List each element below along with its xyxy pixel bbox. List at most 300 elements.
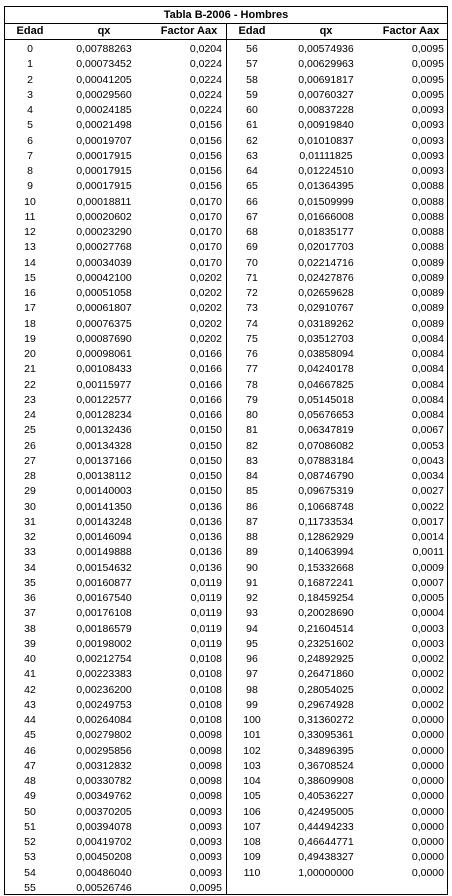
cell-qx: 0,00212754 (76, 653, 132, 665)
table-row (5, 698, 226, 713)
cell-qx: 0,00021498 (76, 119, 132, 132)
cell-qx: 0,01666008 (298, 210, 354, 223)
table-row (227, 57, 447, 72)
cell-edad: 66 (246, 195, 258, 208)
cell-edad: 2 (27, 73, 33, 86)
table-row (5, 515, 226, 530)
table-row (227, 820, 447, 835)
cell-factor-aax: 0,0170 (189, 241, 222, 254)
cell-factor-aax: 0,0166 (189, 393, 222, 406)
cell-qx: 0,00024185 (76, 104, 132, 116)
cell-qx: 0,00526746 (76, 881, 132, 894)
cell-qx: 0,14063994 (298, 546, 354, 559)
cell-edad: 30 (24, 500, 36, 513)
cell-factor-aax: 0,0000 (411, 714, 444, 726)
table-row (5, 835, 226, 850)
cell-factor-aax: 0,0088 (411, 241, 444, 254)
cell-edad: 13 (24, 241, 36, 254)
table-row (227, 393, 447, 408)
cell-edad: 68 (246, 226, 258, 238)
table-row (5, 271, 226, 286)
cell-qx: 0,02659628 (298, 287, 354, 299)
cell-factor-aax: 0,0000 (411, 790, 444, 803)
cell-edad: 42 (24, 683, 36, 696)
cell-factor-aax: 0,0067 (411, 424, 444, 437)
table-row (5, 500, 226, 515)
cell-edad: 25 (24, 424, 36, 437)
cell-qx: 0,05676653 (298, 409, 354, 421)
table-row (5, 606, 226, 621)
cell-factor-aax: 0,0089 (411, 256, 444, 269)
cell-factor-aax: 0,0098 (189, 729, 222, 742)
cell-qx: 0,00134328 (76, 439, 132, 452)
cell-qx: 0,46644771 (298, 836, 354, 848)
cell-factor-aax: 0,0002 (411, 698, 444, 711)
table-row (227, 500, 447, 515)
cell-factor-aax: 0,0150 (189, 424, 222, 437)
cell-edad: 11 (24, 210, 36, 223)
cell-qx: 0,03189262 (298, 317, 354, 330)
cell-qx: 0,04667825 (298, 378, 354, 391)
cell-edad: 36 (24, 592, 36, 604)
cell-edad: 95 (246, 637, 258, 650)
cell-edad: 47 (24, 759, 36, 772)
cell-factor-aax: 0,0098 (189, 744, 222, 757)
cell-edad: 82 (246, 439, 258, 452)
table-row (5, 881, 226, 896)
cell-factor-aax: 0,0156 (189, 149, 222, 162)
cell-qx: 0,36708524 (298, 759, 354, 772)
table-row (227, 210, 447, 225)
cell-edad: 49 (24, 790, 36, 803)
cell-factor-aax: 0,0119 (190, 592, 222, 604)
table-row (5, 484, 226, 499)
cell-factor-aax: 0,0089 (411, 287, 444, 299)
cell-edad: 38 (24, 622, 36, 635)
table-row (227, 118, 447, 133)
table-row (227, 728, 447, 743)
cell-edad: 89 (246, 546, 258, 559)
cell-edad: 100 (243, 714, 261, 726)
cell-factor-aax: 0,0000 (411, 744, 444, 757)
cell-edad: 48 (24, 775, 36, 787)
table-row (227, 591, 447, 606)
table-row (5, 713, 226, 728)
table-row (227, 835, 447, 850)
left-column-block (5, 24, 227, 894)
table-row (227, 850, 447, 865)
cell-factor-aax: 0,0150 (189, 439, 222, 452)
cell-qx: 0,40536227 (298, 790, 354, 803)
table-row (227, 515, 447, 530)
cell-edad: 78 (246, 378, 258, 391)
cell-factor-aax: 0,0002 (411, 668, 444, 681)
table-row (227, 332, 447, 347)
cell-edad: 55 (24, 881, 36, 894)
cell-qx: 0,33095361 (298, 729, 354, 742)
cell-qx: 0,01835177 (298, 226, 354, 238)
cell-qx: 0,00027768 (76, 241, 132, 254)
cell-factor-aax: 0,0108 (189, 698, 222, 711)
table-row (227, 667, 447, 682)
table-row (5, 850, 226, 865)
table-row (5, 164, 226, 179)
table-row (5, 301, 226, 316)
table-row (5, 423, 226, 438)
table-row (5, 469, 226, 484)
cell-edad: 61 (246, 119, 258, 132)
cell-qx: 0,00223383 (76, 668, 132, 681)
table-row (5, 134, 226, 149)
cell-factor-aax: 0,0166 (189, 348, 222, 360)
cell-edad: 46 (24, 744, 36, 757)
cell-qx: 0,00349762 (76, 790, 132, 803)
cell-factor-aax: 0,0093 (411, 165, 444, 177)
table-row (227, 164, 447, 179)
cell-factor-aax: 0,0000 (411, 759, 444, 772)
cell-qx: 0,00760327 (298, 88, 354, 101)
cell-edad: 10 (24, 195, 36, 208)
table-row (5, 591, 226, 606)
table-row (5, 73, 226, 88)
cell-edad: 32 (24, 531, 36, 543)
cell-qx: 0,05145018 (298, 393, 354, 406)
table-row (5, 866, 226, 881)
cell-qx: 0,00249753 (76, 698, 132, 711)
cell-edad: 70 (246, 256, 258, 269)
cell-qx: 0,00154632 (76, 561, 132, 574)
cell-edad: 75 (246, 332, 258, 345)
cell-factor-aax: 0,0156 (189, 119, 222, 132)
cell-qx: 0,04240178 (298, 363, 354, 376)
cell-factor-aax: 0,0093 (189, 866, 222, 879)
cell-qx: 0,00023290 (76, 226, 132, 238)
cell-factor-aax: 0,0093 (411, 134, 444, 147)
table-row (227, 469, 447, 484)
cell-edad: 44 (24, 714, 36, 726)
cell-edad: 83 (246, 454, 258, 467)
cell-qx: 0,07883184 (298, 454, 354, 467)
cell-edad: 26 (24, 439, 36, 452)
cell-qx: 0,00236200 (76, 683, 132, 696)
table-row (5, 256, 226, 271)
header-factor-aax: Factor Aax (160, 25, 218, 37)
cell-edad: 27 (24, 454, 36, 467)
cell-qx: 0,00146094 (76, 531, 132, 543)
header-row-left (5, 24, 226, 40)
table-row (5, 103, 226, 118)
table-row (227, 744, 447, 759)
cell-factor-aax: 0,0084 (411, 378, 444, 391)
cell-edad: 5 (27, 119, 33, 132)
cell-qx: 0,00042100 (76, 271, 132, 284)
cell-edad: 93 (246, 607, 258, 620)
cell-qx: 0,00140003 (76, 485, 132, 498)
cell-edad: 35 (24, 576, 36, 589)
table-row (227, 530, 447, 545)
cell-edad: 92 (246, 592, 258, 604)
cell-qx: 0,00020602 (76, 210, 132, 223)
cell-qx: 0,09675319 (298, 485, 354, 498)
table-row (5, 210, 226, 225)
cell-factor-aax: 0,0119 (190, 637, 222, 650)
table-row (5, 179, 226, 194)
cell-edad: 41 (24, 668, 36, 681)
cell-qx: 1,00000000 (298, 866, 354, 879)
cell-factor-aax: 0,0098 (189, 775, 222, 787)
table-row (227, 698, 447, 713)
cell-edad: 20 (24, 348, 36, 360)
cell-edad: 79 (246, 393, 258, 406)
table-row (227, 301, 447, 316)
cell-factor-aax: 0,0093 (189, 851, 222, 864)
cell-factor-aax: 0,0108 (189, 683, 222, 696)
cell-qx: 0,00312832 (76, 759, 132, 772)
table-row (5, 57, 226, 72)
cell-qx: 0,00041205 (76, 73, 132, 86)
table-row (5, 332, 226, 347)
cell-qx: 0,23251602 (298, 637, 354, 650)
cell-edad: 106 (243, 805, 261, 818)
cell-edad: 16 (24, 287, 36, 299)
cell-qx: 0,01364395 (298, 180, 354, 193)
cell-edad: 19 (24, 332, 36, 345)
cell-factor-aax: 0,0084 (411, 348, 444, 360)
cell-factor-aax: 0,0089 (411, 302, 444, 315)
cell-edad: 69 (246, 241, 258, 254)
cell-factor-aax: 0,0150 (189, 454, 222, 467)
cell-qx: 0,00087690 (76, 332, 132, 345)
cell-qx: 0,00574936 (298, 43, 354, 55)
cell-qx: 0,00186579 (76, 622, 132, 635)
table-row (227, 454, 447, 469)
cell-factor-aax: 0,0034 (411, 470, 444, 482)
table-row (227, 378, 447, 393)
cell-edad: 64 (246, 165, 258, 177)
cell-edad: 34 (24, 561, 36, 574)
table-row (5, 744, 226, 759)
cell-edad: 76 (246, 348, 258, 360)
cell-factor-aax: 0,0108 (189, 668, 222, 681)
cell-qx: 0,00486040 (76, 866, 132, 879)
cell-edad: 109 (243, 851, 261, 864)
cell-edad: 84 (246, 470, 258, 482)
table-row (227, 88, 447, 103)
cell-qx: 0,00122577 (76, 393, 132, 406)
cell-factor-aax: 0,0136 (189, 515, 222, 528)
table-row (5, 118, 226, 133)
table-row (5, 225, 226, 240)
table-row (5, 42, 226, 57)
cell-factor-aax: 0,0093 (411, 104, 444, 116)
cell-qx: 0,00450208 (76, 851, 132, 864)
cell-edad: 56 (246, 43, 258, 55)
cell-qx: 0,00115977 (76, 378, 132, 391)
cell-edad: 45 (24, 729, 36, 742)
cell-edad: 97 (246, 668, 258, 681)
table-row (227, 256, 447, 271)
cell-edad: 91 (246, 576, 258, 589)
cell-qx: 0,00143248 (76, 515, 132, 528)
cell-qx: 0,16872241 (298, 576, 354, 589)
table-row (5, 637, 226, 652)
cell-qx: 0,00128234 (76, 409, 132, 421)
cell-qx: 0,11733534 (298, 515, 354, 528)
cell-factor-aax: 0,0136 (189, 561, 222, 574)
cell-factor-aax: 0,0043 (411, 454, 444, 467)
cell-edad: 102 (243, 744, 261, 757)
table-row (227, 683, 447, 698)
table-row (227, 225, 447, 240)
header-qx: qx (319, 25, 333, 37)
cell-factor-aax: 0,0224 (189, 88, 222, 101)
cell-factor-aax: 0,0000 (411, 820, 444, 833)
table-row (5, 362, 226, 377)
cell-qx: 0,00149888 (76, 546, 132, 559)
cell-factor-aax: 0,0093 (411, 119, 444, 132)
table-row (227, 271, 447, 286)
header-qx: qx (97, 25, 111, 37)
cell-qx: 0,00629963 (298, 58, 354, 71)
cell-factor-aax: 0,0150 (189, 485, 222, 498)
cell-qx: 0,01509999 (298, 195, 354, 208)
cell-qx: 0,00279802 (76, 729, 132, 742)
cell-factor-aax: 0,0053 (411, 439, 444, 452)
table-row (5, 393, 226, 408)
cell-factor-aax: 0,0003 (411, 637, 444, 650)
cell-edad: 62 (246, 134, 258, 147)
cell-qx: 0,01111825 (299, 149, 353, 162)
cell-qx: 0,00160877 (76, 576, 132, 589)
cell-edad: 108 (243, 836, 261, 848)
cell-edad: 104 (243, 775, 261, 787)
cell-qx: 0,00419702 (76, 836, 132, 848)
table-row (227, 134, 447, 149)
cell-factor-aax: 0,0088 (411, 180, 444, 193)
cell-factor-aax: 0,0000 (411, 866, 444, 879)
cell-qx: 0,24892925 (298, 653, 354, 665)
cell-edad: 90 (246, 561, 258, 574)
cell-edad: 23 (24, 393, 36, 406)
cell-qx: 0,00141350 (76, 500, 132, 513)
table-row (227, 179, 447, 194)
table-title: Tabla B-2006 - Hombres (4, 6, 448, 23)
cell-edad: 87 (246, 515, 258, 528)
cell-factor-aax: 0,0119 (190, 607, 222, 620)
cell-edad: 28 (24, 470, 36, 482)
cell-factor-aax: 0,0224 (189, 73, 222, 86)
cell-qx: 0,03512703 (298, 332, 354, 345)
table-row (227, 240, 447, 255)
cell-edad: 40 (24, 653, 36, 665)
cell-factor-aax: 0,0000 (411, 775, 444, 787)
cell-qx: 0,00051058 (76, 287, 132, 299)
cell-factor-aax: 0,0119 (190, 576, 222, 589)
cell-edad: 3 (27, 88, 33, 101)
table-row (227, 774, 447, 789)
cell-edad: 7 (27, 149, 33, 162)
table-row (227, 423, 447, 438)
cell-edad: 98 (246, 683, 258, 696)
table-row (5, 805, 226, 820)
cell-factor-aax: 0,0095 (411, 88, 444, 101)
rows-left (5, 40, 226, 896)
table-row (227, 759, 447, 774)
cell-edad: 1 (27, 58, 33, 71)
table-row (5, 820, 226, 835)
cell-qx: 0,00017915 (76, 180, 132, 193)
cell-factor-aax: 0,0166 (189, 409, 222, 421)
cell-qx: 0,08746790 (298, 470, 354, 482)
table-row (5, 683, 226, 698)
cell-qx: 0,02214716 (298, 256, 354, 269)
cell-factor-aax: 0,0095 (411, 73, 444, 86)
table-row (5, 667, 226, 682)
header-edad: Edad (238, 25, 266, 37)
cell-qx: 0,03858094 (298, 348, 354, 360)
cell-factor-aax: 0,0084 (411, 409, 444, 421)
table-row (227, 622, 447, 637)
cell-factor-aax: 0,0084 (411, 393, 444, 406)
table-row (227, 347, 447, 362)
cell-edad: 63 (246, 149, 258, 162)
cell-edad: 107 (243, 820, 261, 833)
cell-qx: 0,20028690 (298, 607, 354, 620)
cell-qx: 0,26471860 (298, 668, 354, 681)
cell-edad: 94 (246, 622, 258, 635)
cell-qx: 0,00295856 (76, 744, 132, 757)
cell-factor-aax: 0,0084 (411, 332, 444, 345)
cell-factor-aax: 0,0088 (411, 195, 444, 208)
table-row (227, 408, 447, 423)
table-row (227, 317, 447, 332)
header-row-right (227, 24, 447, 40)
cell-edad: 33 (24, 546, 36, 559)
cell-edad: 22 (24, 378, 36, 391)
cell-qx: 0,00098061 (76, 348, 132, 360)
cell-factor-aax: 0,0009 (411, 561, 444, 574)
cell-factor-aax: 0,0002 (411, 653, 444, 665)
cell-edad: 71 (246, 271, 258, 284)
cell-factor-aax: 0,0119 (190, 622, 222, 635)
table-row (227, 805, 447, 820)
cell-edad: 72 (246, 287, 258, 299)
cell-factor-aax: 0,0007 (411, 576, 444, 589)
cell-factor-aax: 0,0202 (189, 332, 222, 345)
cell-factor-aax: 0,0098 (189, 790, 222, 803)
table-row (227, 484, 447, 499)
cell-edad: 88 (246, 531, 258, 543)
cell-factor-aax: 0,0202 (189, 287, 222, 299)
table-row (5, 622, 226, 637)
table-row (227, 362, 447, 377)
table-row (227, 637, 447, 652)
table-row (5, 454, 226, 469)
cell-qx: 0,28054025 (298, 683, 354, 696)
cell-factor-aax: 0,0002 (411, 683, 444, 696)
table-row (5, 576, 226, 591)
cell-qx: 0,00167540 (76, 592, 132, 604)
table-row (5, 240, 226, 255)
cell-factor-aax: 0,0150 (189, 470, 222, 482)
cell-qx: 0,00018811 (76, 195, 132, 208)
cell-edad: 4 (27, 104, 33, 116)
cell-factor-aax: 0,0093 (189, 805, 222, 818)
cell-factor-aax: 0,0170 (189, 256, 222, 269)
cell-factor-aax: 0,0093 (189, 820, 222, 833)
cell-factor-aax: 0,0202 (189, 271, 222, 284)
header-edad: Edad (16, 25, 44, 37)
